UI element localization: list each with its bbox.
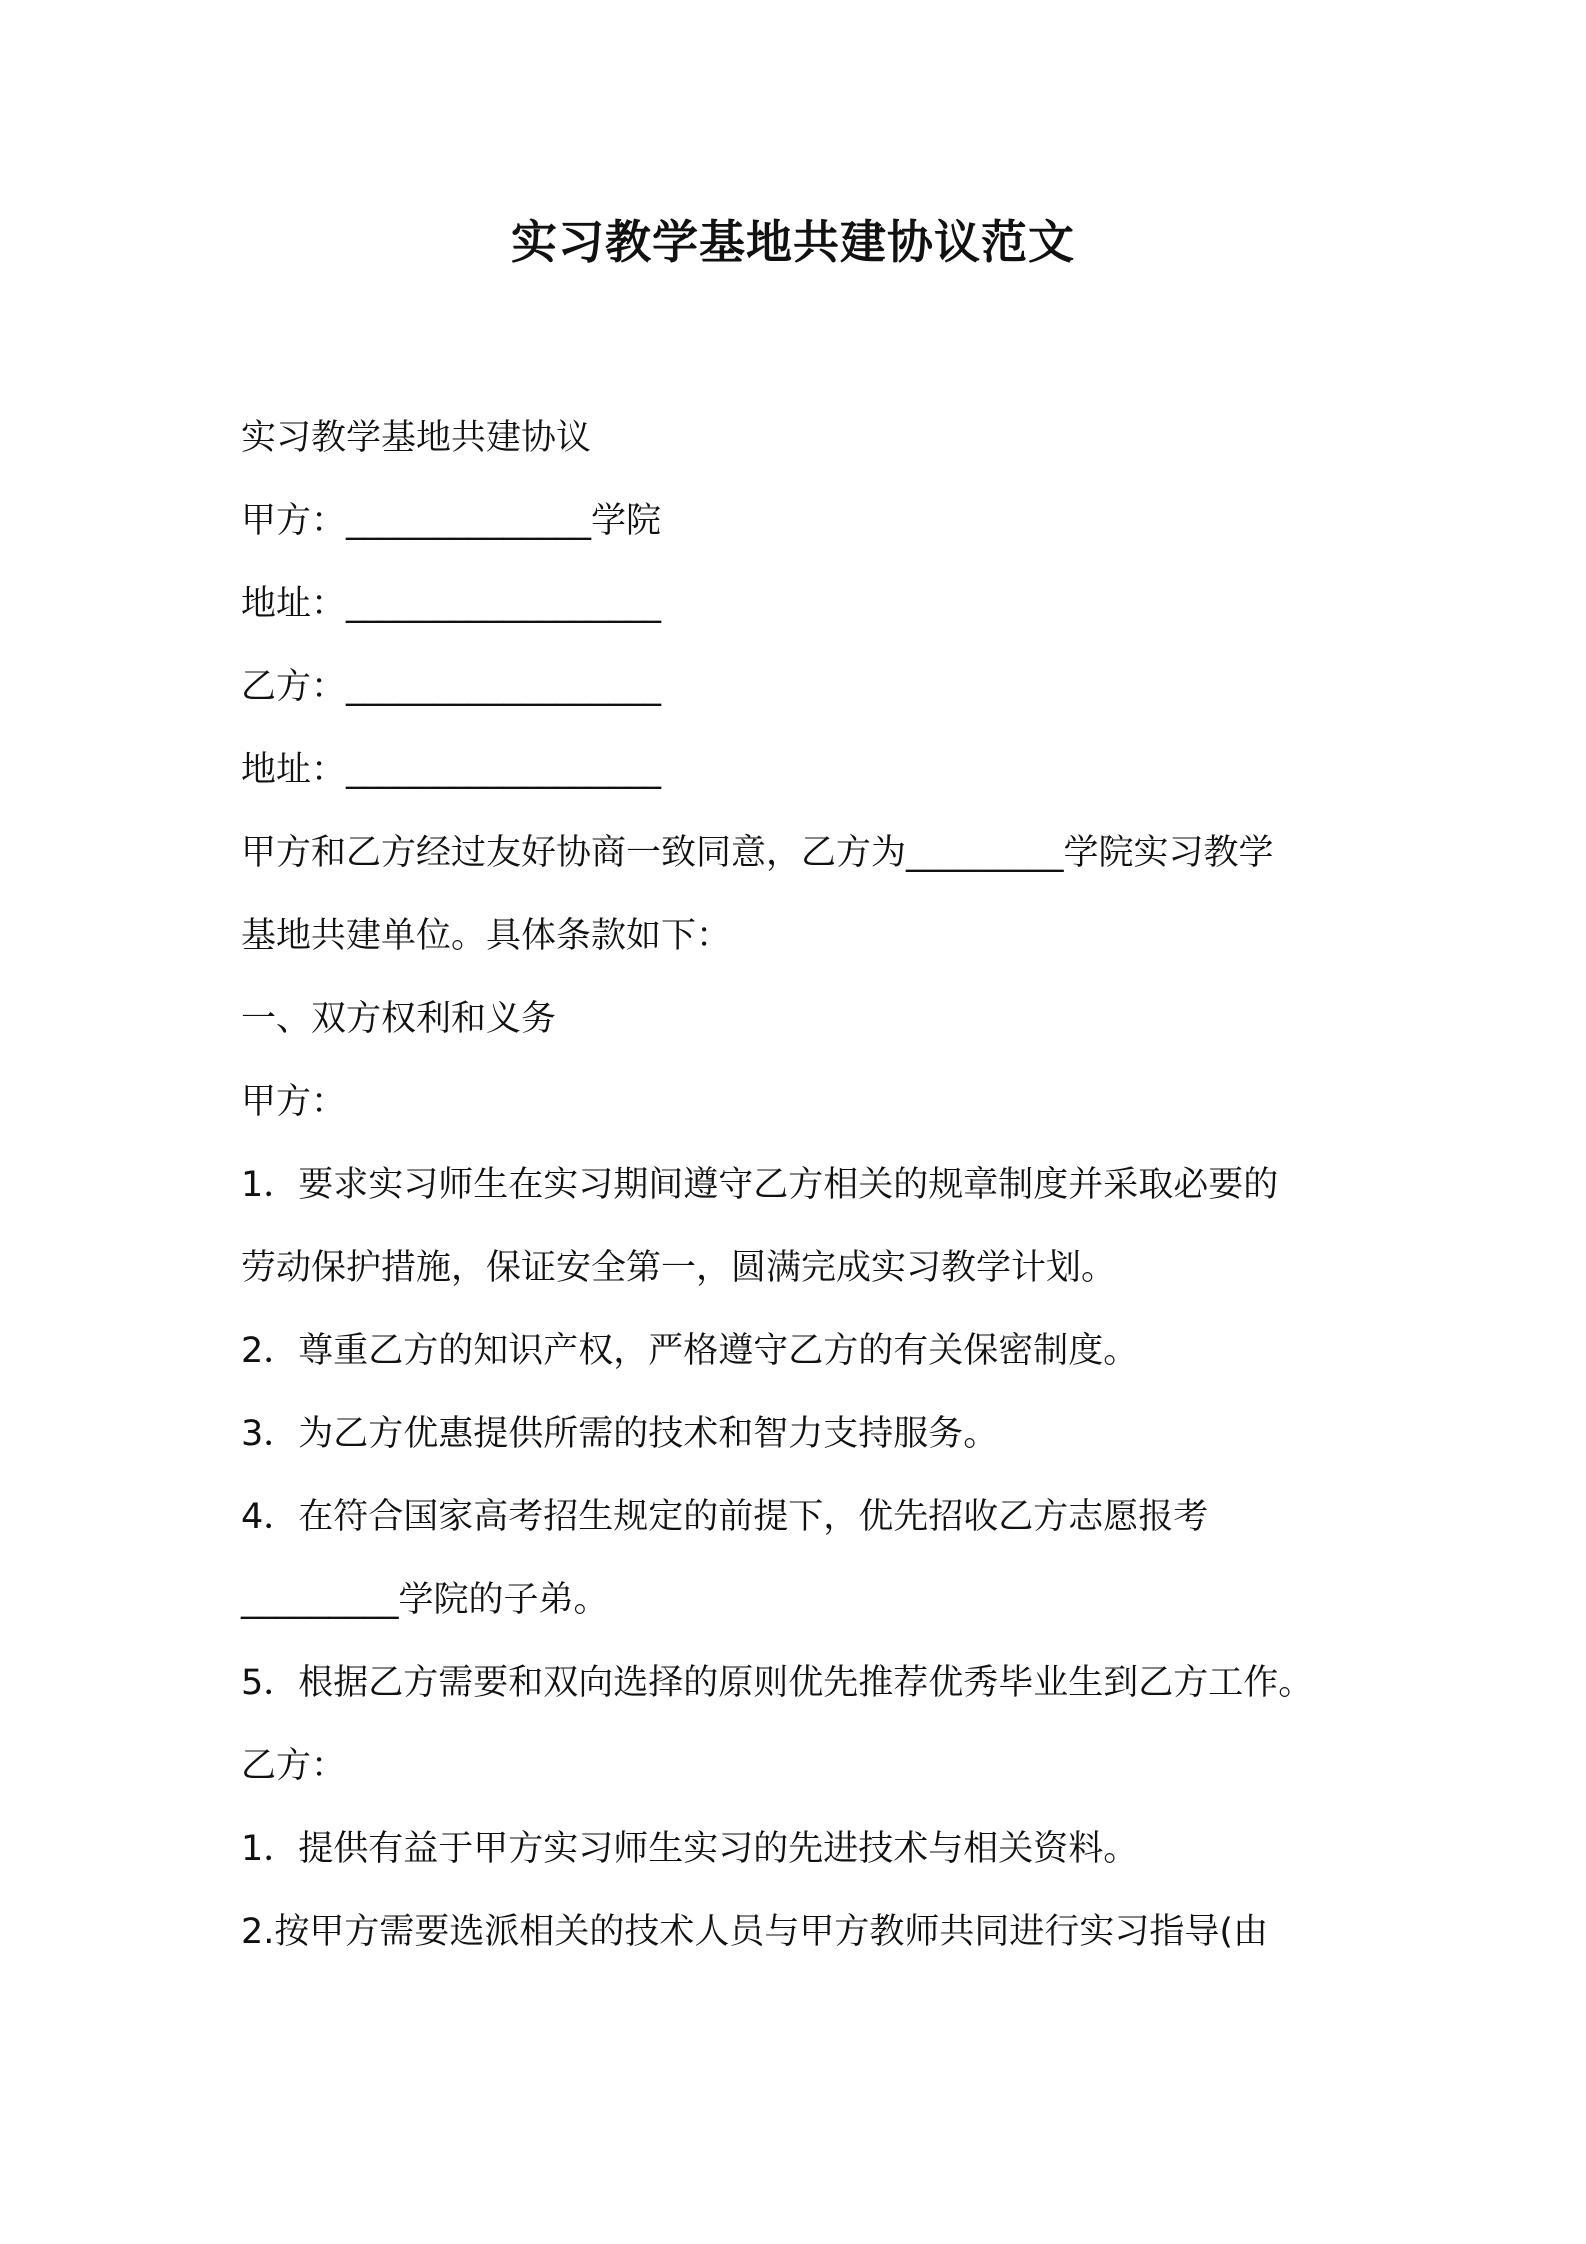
party-a-address-line: 地址：__________________ [241, 584, 662, 624]
intro-paragraph-line-2: 基地共建单位。具体条款如下： [241, 916, 732, 956]
party-a-subheading: 甲方： [241, 1082, 347, 1122]
document-title: 实习教学基地共建协议范文 [511, 215, 1075, 269]
party-a-item-4-line-1: 4．在符合国家高考招生规定的前提下，优先招收乙方志愿报考 [241, 1497, 1209, 1537]
party-a-item-2: 2．尊重乙方的知识产权，严格遵守乙方的有关保密制度。 [241, 1331, 1139, 1371]
section-heading-rights: 一、双方权利和义务 [241, 999, 557, 1039]
party-a-item-1-line-1: 1．要求实习师生在实习期间遵守乙方相关的规章制度并采取必要的 [241, 1165, 1279, 1205]
party-b-subheading: 乙方： [241, 1746, 347, 1786]
party-b-address-line: 地址：__________________ [241, 750, 662, 790]
party-a-item-1-line-2: 劳动保护措施，保证安全第一，圆满完成实习教学计划。 [241, 1248, 1117, 1288]
party-a-item-3: 3．为乙方优惠提供所需的技术和智力支持服务。 [241, 1414, 999, 1454]
party-b-item-1: 1．提供有益于甲方实习师生实习的先进技术与相关资料。 [241, 1829, 1139, 1869]
intro-paragraph-line-1: 甲方和乙方经过友好协商一致同意，乙方为_________学院实习教学 [241, 833, 1274, 873]
party-b-line: 乙方：__________________ [241, 667, 662, 707]
party-a-line: 甲方：______________学院 [241, 501, 662, 541]
party-a-item-4-line-2: _________学院的子弟。 [241, 1580, 609, 1620]
party-b-item-2-line-1: 2.按甲方需要选派相关的技术人员与甲方教师共同进行实习指导(由 [241, 1912, 1269, 1952]
party-a-item-5: 5．根据乙方需要和双向选择的原则优先推荐优秀毕业生到乙方工作。 [241, 1663, 1314, 1703]
agreement-heading: 实习教学基地共建协议 [241, 418, 592, 458]
